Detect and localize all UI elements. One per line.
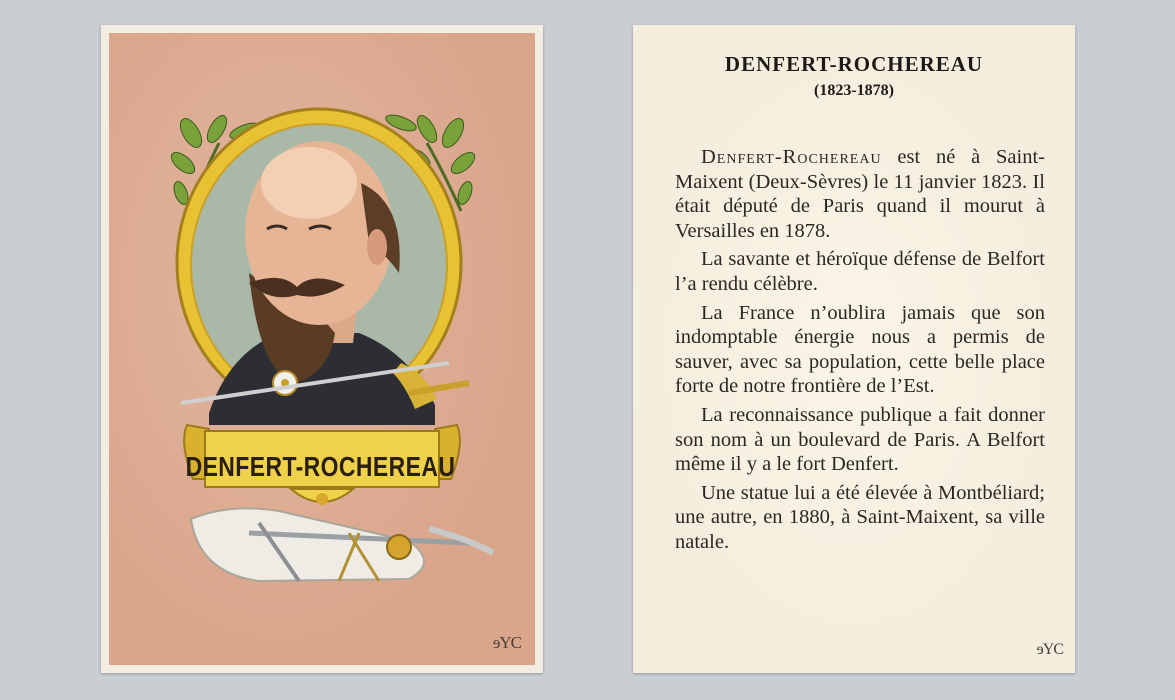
paragraph-1-rest: est né à Saint-Maixent (Deux-Sèvres) le 11 janvier 1823. Il était député de Paris quand il mourut à Versailles en 1878. [675,146,1045,242]
paragraph-4: La reconnaissance publique a fait donner son nom à un boulevard de Paris. A Belfort même il y a le fort Denfert. [675,403,1045,476]
paragraph-1 [675,145,1045,243]
publisher-monogram: ɘYC [492,633,521,652]
front-panel [109,33,535,665]
publisher-monogram-back: ɘYC [1036,641,1063,658]
paragraph-3: La France n’oublira jamais que son indomptable énergie nous a permis de sauver, avec sa population, cette belle place forte de notre frontière de l’Est. [675,301,1045,398]
paragraph-5: Une statue lui a été élevée à Montbéliard; une autre, en 1880, à Saint-Maixent, sa ville natale. [675,481,1045,553]
biography-text [675,145,1045,559]
back-title: DENFERT-ROCHEREAU [724,52,984,76]
paragraph-1-name: Denfert-Rochereau [701,146,882,168]
banner-name: DENFERT-ROCHEREAU [185,451,456,482]
paragraph-2: La savante et héroïque défense de Belfort l’a rendu célèbre. [675,248,1045,295]
front-card [101,25,543,673]
back-card [633,25,1075,673]
portrait-illustration [109,33,535,665]
tools-decoration [191,508,493,581]
back-dates: (1823-1878) [814,82,894,99]
